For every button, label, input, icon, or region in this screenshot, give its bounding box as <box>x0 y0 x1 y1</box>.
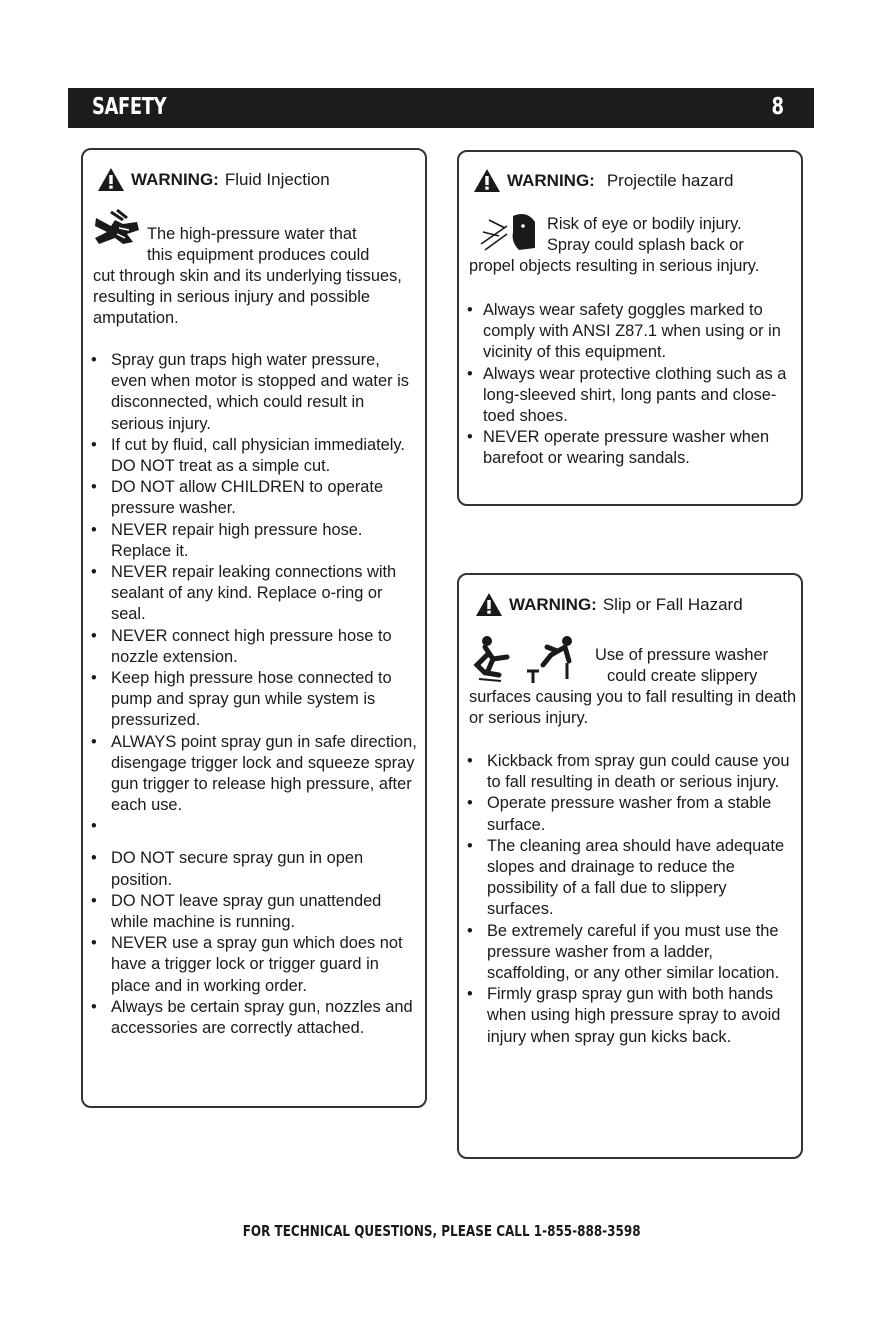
bullet-item: • DO NOT secure spray gun in open position. <box>83 848 419 890</box>
bullet-item: • NEVER operate pressure washer when barefoot or wearing sandals. <box>459 427 793 469</box>
fluid-injection-bullet-list <box>83 350 419 1039</box>
warning-intro-continued <box>469 687 799 729</box>
hazard-title: Projectile hazard <box>606 170 734 190</box>
page-number: 8 <box>771 94 784 120</box>
warning-label: WARNING: <box>131 169 219 189</box>
section-header-bar <box>68 88 814 128</box>
projectile-hazard-warning-box <box>457 150 803 506</box>
intro-text: cut through skin and its underlying tissues, resulting in serious injury and possible amputation. <box>93 267 402 327</box>
bullet-item: • NEVER repair high pressure hose. Replace it. <box>83 520 419 562</box>
bullet-item: • DO NOT leave spray gun unattended while machine is running. <box>83 891 419 933</box>
bullet-item: • Firmly grasp spray gun with both hands when using high pressure spray to avoid injury when spray gun kicks back. <box>459 984 793 1048</box>
warning-heading <box>473 168 733 193</box>
intro-line: Use of pressure washer <box>595 646 769 664</box>
warning-triangle-icon <box>475 592 503 617</box>
bullet-item: • ALWAYS point spray gun in safe direction, disengage trigger lock and squeeze spray gun trigger to release high pressure, after each use. <box>83 732 419 817</box>
hand-injection-icon <box>93 208 143 252</box>
warning-intro <box>147 224 417 266</box>
footer-text: FOR TECHNICAL QUESTIONS, PLEASE CALL 1-855-888-3598 <box>242 1222 641 1240</box>
warning-heading <box>97 167 330 192</box>
bullet-item: • Always be certain spray gun, nozzles and accessories are correctly attached. <box>83 997 419 1039</box>
bullet-item: • Keep high pressure hose connected to pump and spray gun while system is pressurized. <box>83 668 419 732</box>
slip-fall-bullet-list <box>459 751 793 1048</box>
warning-heading <box>475 592 743 617</box>
warning-triangle-icon <box>97 167 125 192</box>
intro-line: Spray could splash back or <box>547 236 744 254</box>
bullet-item: • NEVER connect high pressure hose to nozzle extension. <box>83 626 419 668</box>
bullet-item-empty <box>83 816 419 837</box>
bullet-item: • Spray gun traps high water pressure, even when motor is stopped and water is disconnected, which could result in serious injury. <box>83 350 419 435</box>
fluid-injection-warning-box <box>81 148 427 1108</box>
hazard-title: Fluid Injection <box>224 169 330 189</box>
warning-intro <box>547 214 797 256</box>
intro-text: surfaces causing you to fall resulting in death or serious injury. <box>469 688 797 727</box>
bullet-item: • NEVER repair leaking connections with sealant of any kind. Replace o-ring or seal. <box>83 562 419 626</box>
bullet-item: • If cut by fluid, call physician immediately. DO NOT treat as a simple cut. <box>83 435 419 477</box>
bullet-item: • The cleaning area should have adequate slopes and drainage to reduce the possibility of a fall due to slippery surfaces. <box>459 836 793 921</box>
bullet-item: • DO NOT allow CHILDREN to operate pressure washer. <box>83 477 419 519</box>
technical-support-footer <box>0 1222 883 1240</box>
warning-intro-continued <box>469 256 799 277</box>
splash-face-icon <box>479 208 539 256</box>
intro-text: propel objects resulting in serious injury. <box>469 257 760 275</box>
slip-fall-icon <box>473 635 583 683</box>
warning-intro-continued <box>93 266 413 329</box>
bullet-item: • Kickback from spray gun could cause you to fall resulting in death or serious injury. <box>459 751 793 793</box>
warning-label: WARNING: <box>507 170 595 190</box>
warning-triangle-icon <box>473 168 501 193</box>
hazard-title: Slip or Fall Hazard <box>602 594 743 614</box>
bullet-item: • Always wear safety goggles marked to comply with ANSI Z87.1 when using or in vicinity of this equipment. <box>459 300 793 364</box>
bullet-item: • Be extremely careful if you must use the pressure washer from a ladder, scaffolding, or any other similar location. <box>459 921 793 985</box>
intro-line: Risk of eye or bodily injury. <box>547 215 742 233</box>
intro-line: could create slippery <box>607 667 758 685</box>
section-title: SAFETY <box>92 94 167 120</box>
bullet-item: • NEVER use a spray gun which does not have a trigger lock or trigger guard in place and in working order. <box>83 933 419 997</box>
bullet-item: • Operate pressure washer from a stable surface. <box>459 793 793 835</box>
warning-intro <box>595 645 795 687</box>
warning-label: WARNING: <box>509 594 597 614</box>
bullet-item: • Always wear protective clothing such as a long-sleeved shirt, long pants and close-toed shoes. <box>459 364 793 428</box>
intro-line: this equipment produces could <box>147 246 370 264</box>
projectile-bullet-list <box>459 300 793 470</box>
slip-fall-warning-box <box>457 573 803 1159</box>
intro-line: The high-pressure water that <box>147 225 357 243</box>
